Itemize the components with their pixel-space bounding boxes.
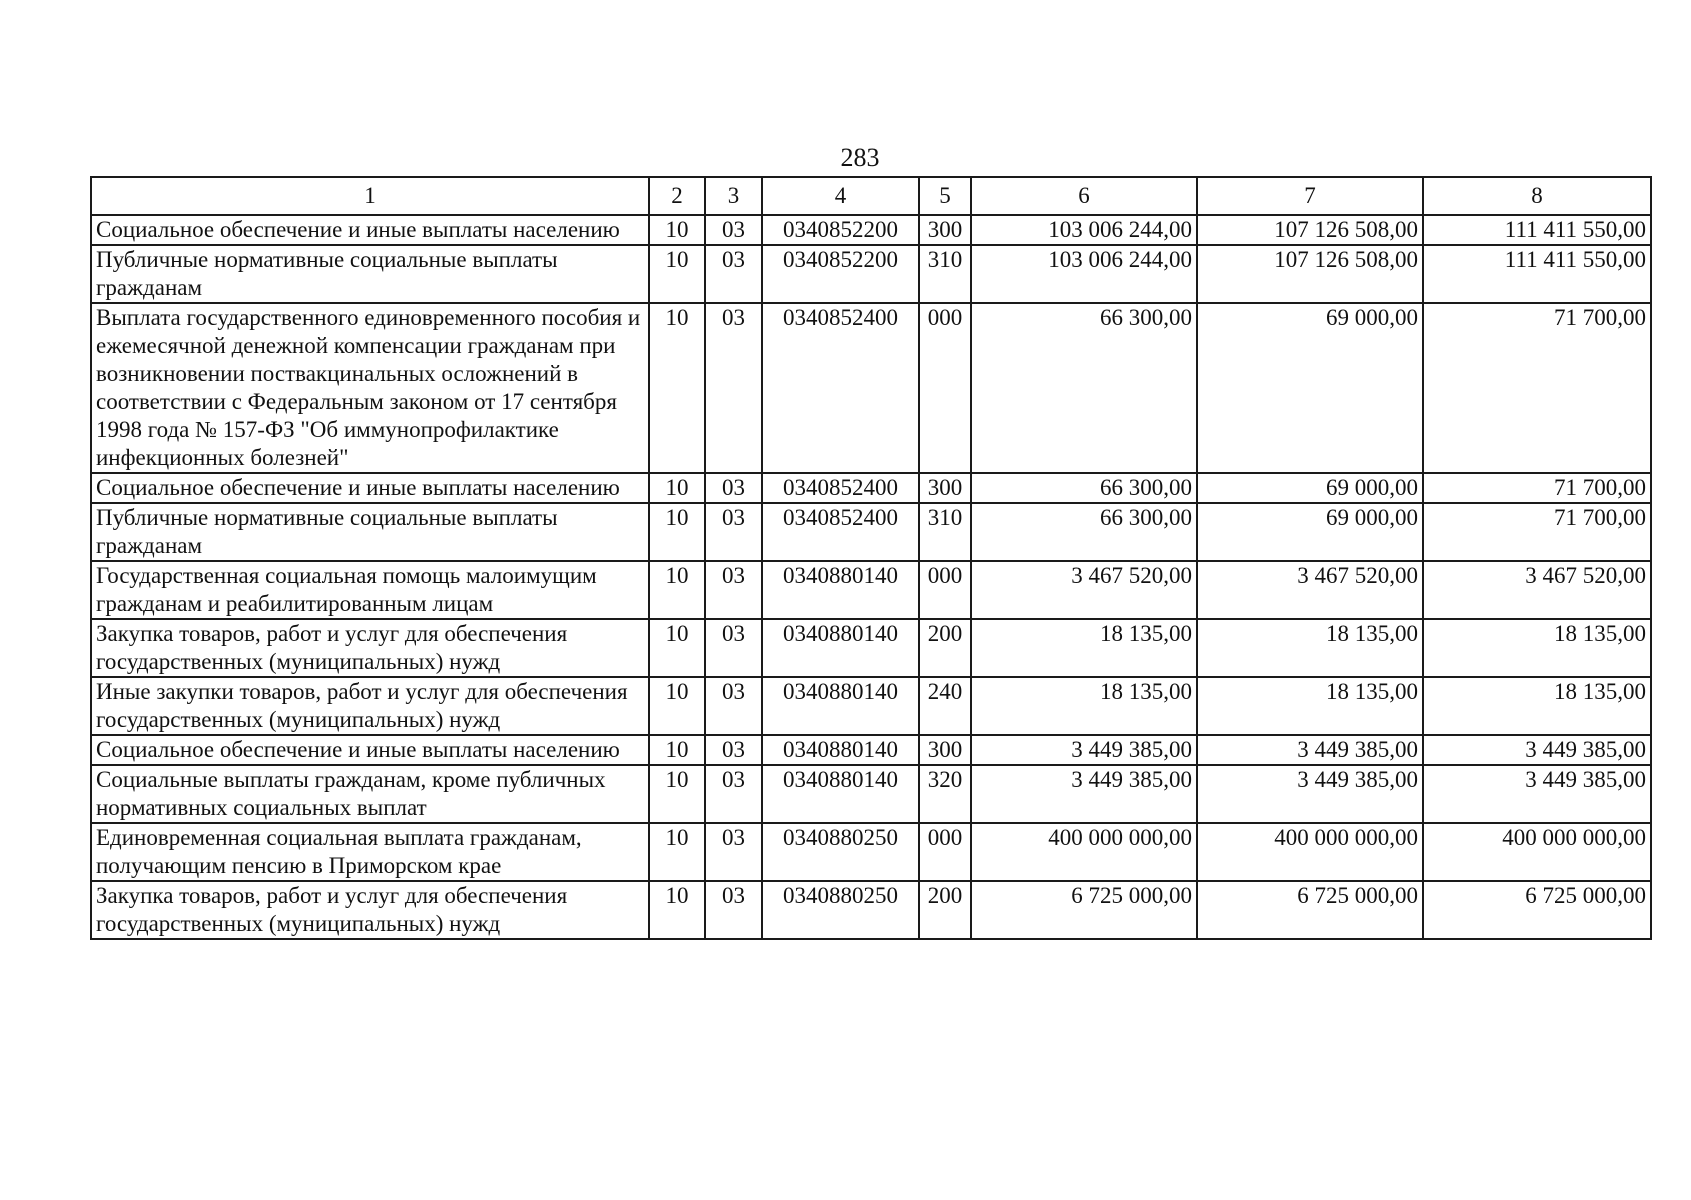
table-row	[91, 303, 1651, 473]
subsection-code: 03	[705, 215, 762, 245]
item-name: Публичные нормативные социальные выплаты гражданам	[91, 245, 649, 303]
section-code: 10	[649, 215, 705, 245]
column-header: 6	[971, 177, 1197, 215]
section-code: 10	[649, 735, 705, 765]
amount-column-7: 69 000,00	[1197, 473, 1423, 503]
expense-type-code: 300	[919, 735, 971, 765]
amount-column-7: 3 449 385,00	[1197, 735, 1423, 765]
column-header: 8	[1423, 177, 1651, 215]
page-number: 283	[840, 143, 880, 172]
amount-column-8: 111 411 550,00	[1423, 215, 1651, 245]
header-row	[91, 177, 1651, 215]
amount-column-6: 66 300,00	[971, 473, 1197, 503]
amount-column-6: 3 449 385,00	[971, 765, 1197, 823]
item-name: Социальное обеспечение и иные выплаты населению	[91, 735, 649, 765]
section-code: 10	[649, 677, 705, 735]
target-article-code: 0340880140	[762, 677, 919, 735]
amount-column-6: 6 725 000,00	[971, 881, 1197, 939]
expense-type-code: 200	[919, 619, 971, 677]
section-code: 10	[649, 881, 705, 939]
section-code: 10	[649, 561, 705, 619]
amount-column-6: 3 467 520,00	[971, 561, 1197, 619]
expense-type-code: 320	[919, 765, 971, 823]
target-article-code: 0340880140	[762, 735, 919, 765]
section-code: 10	[649, 619, 705, 677]
amount-column-8: 3 449 385,00	[1423, 765, 1651, 823]
item-name: Закупка товаров, работ и услуг для обеспечения государственных (муниципальных) нужд	[91, 881, 649, 939]
item-name: Социальное обеспечение и иные выплаты населению	[91, 473, 649, 503]
subsection-code: 03	[705, 735, 762, 765]
subsection-code: 03	[705, 503, 762, 561]
target-article-code: 0340880140	[762, 619, 919, 677]
section-code: 10	[649, 245, 705, 303]
amount-column-6: 66 300,00	[971, 503, 1197, 561]
section-code: 10	[649, 503, 705, 561]
target-article-code: 0340852200	[762, 245, 919, 303]
target-article-code: 0340852400	[762, 303, 919, 473]
table-row	[91, 823, 1651, 881]
target-article-code: 0340852400	[762, 473, 919, 503]
table-row	[91, 881, 1651, 939]
amount-column-7: 3 467 520,00	[1197, 561, 1423, 619]
table-row	[91, 765, 1651, 823]
column-header: 4	[762, 177, 919, 215]
amount-column-8: 18 135,00	[1423, 619, 1651, 677]
amount-column-8: 71 700,00	[1423, 303, 1651, 473]
target-article-code: 0340880250	[762, 823, 919, 881]
item-name: Социальное обеспечение и иные выплаты населению	[91, 215, 649, 245]
column-header: 2	[649, 177, 705, 215]
expense-type-code: 000	[919, 823, 971, 881]
amount-column-7: 400 000 000,00	[1197, 823, 1423, 881]
amount-column-6: 400 000 000,00	[971, 823, 1197, 881]
table-row	[91, 735, 1651, 765]
item-name: Социальные выплаты гражданам, кроме публичных нормативных социальных выплат	[91, 765, 649, 823]
amount-column-7: 69 000,00	[1197, 503, 1423, 561]
expense-type-code: 300	[919, 473, 971, 503]
amount-column-6: 18 135,00	[971, 619, 1197, 677]
amount-column-8: 3 449 385,00	[1423, 735, 1651, 765]
amount-column-8: 111 411 550,00	[1423, 245, 1651, 303]
subsection-code: 03	[705, 881, 762, 939]
section-code: 10	[649, 765, 705, 823]
amount-column-8: 3 467 520,00	[1423, 561, 1651, 619]
expense-type-code: 000	[919, 561, 971, 619]
amount-column-7: 69 000,00	[1197, 303, 1423, 473]
column-header: 7	[1197, 177, 1423, 215]
table-row	[91, 245, 1651, 303]
column-header: 3	[705, 177, 762, 215]
amount-column-7: 6 725 000,00	[1197, 881, 1423, 939]
amount-column-8: 71 700,00	[1423, 473, 1651, 503]
budget-table	[90, 176, 1652, 940]
table-body	[91, 215, 1651, 939]
table-row	[91, 503, 1651, 561]
expense-type-code: 200	[919, 881, 971, 939]
subsection-code: 03	[705, 619, 762, 677]
table-row	[91, 561, 1651, 619]
subsection-code: 03	[705, 823, 762, 881]
column-header: 5	[919, 177, 971, 215]
amount-column-8: 71 700,00	[1423, 503, 1651, 561]
item-name: Иные закупки товаров, работ и услуг для обеспечения государственных (муниципальных) нужд	[91, 677, 649, 735]
subsection-code: 03	[705, 765, 762, 823]
amount-column-8: 18 135,00	[1423, 677, 1651, 735]
amount-column-6: 66 300,00	[971, 303, 1197, 473]
amount-column-6: 3 449 385,00	[971, 735, 1197, 765]
amount-column-8: 400 000 000,00	[1423, 823, 1651, 881]
subsection-code: 03	[705, 561, 762, 619]
target-article-code: 0340880140	[762, 765, 919, 823]
amount-column-8: 6 725 000,00	[1423, 881, 1651, 939]
amount-column-7: 107 126 508,00	[1197, 215, 1423, 245]
section-code: 10	[649, 823, 705, 881]
amount-column-7: 18 135,00	[1197, 677, 1423, 735]
table-row	[91, 619, 1651, 677]
expense-type-code: 310	[919, 245, 971, 303]
expense-type-code: 300	[919, 215, 971, 245]
amount-column-6: 103 006 244,00	[971, 215, 1197, 245]
subsection-code: 03	[705, 303, 762, 473]
item-name: Выплата государственного единовременного пособия и ежемесячной денежной компенсации гражданам при возникновении поствакцинальных осложнений в соответствии с Федеральным законом от 17 сентября 1998 года № 157-ФЗ "Об иммунопрофилактике инфекционных болезней"	[91, 303, 649, 473]
section-code: 10	[649, 473, 705, 503]
item-name: Единовременная социальная выплата гражданам, получающим пенсию в Приморском крае	[91, 823, 649, 881]
item-name: Закупка товаров, работ и услуг для обеспечения государственных (муниципальных) нужд	[91, 619, 649, 677]
table-row	[91, 473, 1651, 503]
target-article-code: 0340880250	[762, 881, 919, 939]
amount-column-7: 107 126 508,00	[1197, 245, 1423, 303]
target-article-code: 0340852200	[762, 215, 919, 245]
amount-column-7: 3 449 385,00	[1197, 765, 1423, 823]
amount-column-7: 18 135,00	[1197, 619, 1423, 677]
item-name: Государственная социальная помощь малоимущим гражданам и реабилитированным лицам	[91, 561, 649, 619]
column-header: 1	[91, 177, 649, 215]
table-row	[91, 215, 1651, 245]
subsection-code: 03	[705, 473, 762, 503]
expense-type-code: 310	[919, 503, 971, 561]
expense-type-code: 000	[919, 303, 971, 473]
section-code: 10	[649, 303, 705, 473]
amount-column-6: 18 135,00	[971, 677, 1197, 735]
subsection-code: 03	[705, 245, 762, 303]
table-row	[91, 677, 1651, 735]
subsection-code: 03	[705, 677, 762, 735]
target-article-code: 0340852400	[762, 503, 919, 561]
expense-type-code: 240	[919, 677, 971, 735]
amount-column-6: 103 006 244,00	[971, 245, 1197, 303]
target-article-code: 0340880140	[762, 561, 919, 619]
item-name: Публичные нормативные социальные выплаты гражданам	[91, 503, 649, 561]
